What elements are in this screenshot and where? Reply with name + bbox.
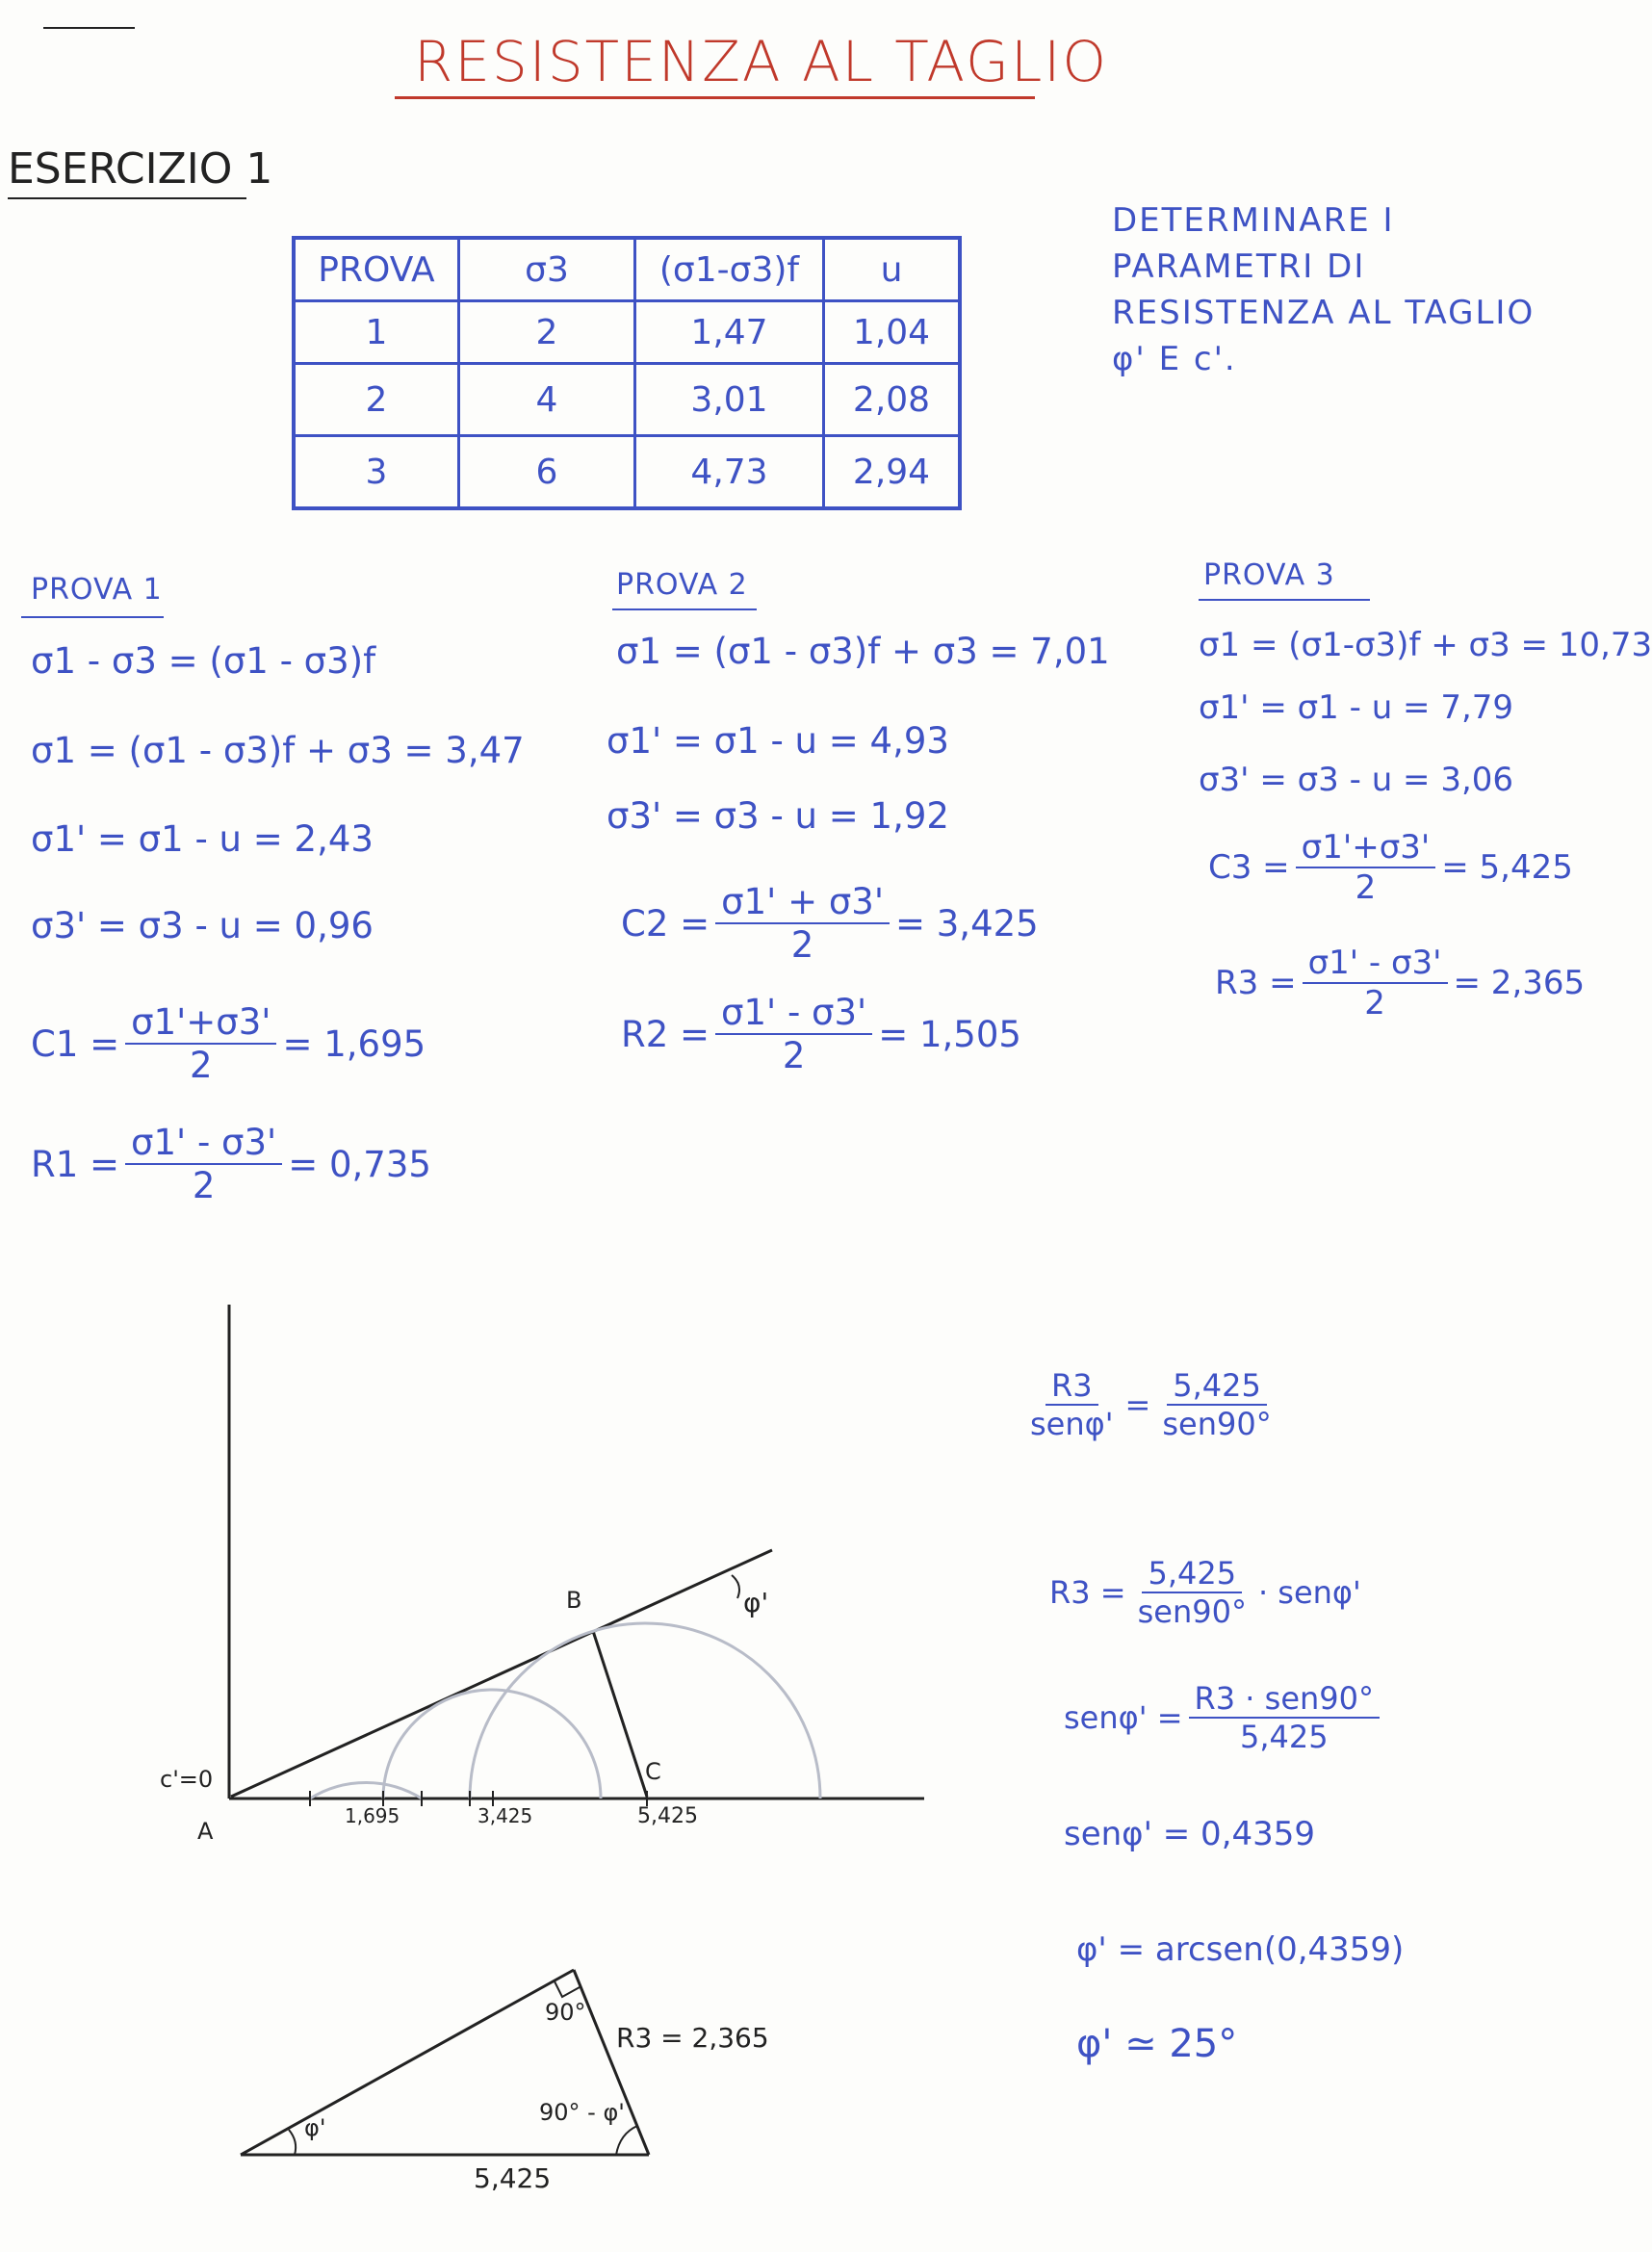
table-cell: 4,73 <box>635 436 824 509</box>
fraction-numerator: R3 · sen90° <box>1189 1680 1380 1719</box>
fraction-numerator: σ1' - σ3' <box>125 1122 282 1165</box>
solution-step-2-tail: · senφ' <box>1257 1574 1361 1611</box>
table-cell: 1,04 <box>824 301 961 364</box>
table-cell: 2,94 <box>824 436 961 509</box>
header-cell: σ3 <box>459 238 635 301</box>
prova2-center-lhs: C2 = <box>621 902 710 945</box>
instruction-line: PARAMETRI DI <box>1112 247 1366 286</box>
point-c-label: C <box>645 1758 661 1785</box>
fraction-denominator: senφ' <box>1030 1406 1114 1442</box>
table-cell: 2 <box>459 301 635 364</box>
fraction-numerator: σ1'+σ3' <box>125 1001 276 1045</box>
fraction-denominator: 2 <box>790 924 814 966</box>
fraction-numerator: 5,425 <box>1167 1367 1267 1406</box>
triangle-side-label: R3 = 2,365 <box>616 2022 769 2054</box>
solution-step-1-left <box>1024 1367 1120 1442</box>
prova1-radius-result: = 0,735 <box>288 1143 431 1185</box>
prova1-line4: σ3' = σ3 - u = 0,96 <box>31 905 374 946</box>
prova3-line3: σ3' = σ3 - u = 3,06 <box>1199 761 1514 799</box>
prova3-center-lhs: C3 = <box>1208 848 1290 887</box>
instruction-line: RESISTENZA AL TAGLIO <box>1112 294 1536 332</box>
tick-label: 3,425 <box>478 1804 533 1827</box>
prova2-line1: σ1 = (σ1 - σ3)f + σ3 = 7,01 <box>616 631 1110 672</box>
prova2-header: PROVA 2 <box>616 568 748 602</box>
prova1-center-lhs: C1 = <box>31 1022 120 1065</box>
table-cell: 6 <box>459 436 635 509</box>
fraction-denominator: 2 <box>190 1045 213 1086</box>
c-zero-label: c'=0 <box>160 1766 214 1793</box>
table-cell: 3 <box>294 436 459 509</box>
fraction-numerator: R3 <box>1045 1367 1098 1406</box>
triangle-base-label: 5,425 <box>474 2162 552 2194</box>
instruction-line: φ' E c'. <box>1112 340 1237 378</box>
phi-arc <box>732 1575 739 1598</box>
prova1-header: PROVA 1 <box>31 573 163 607</box>
fraction-denominator: sen90° <box>1137 1593 1247 1630</box>
fraction-numerator: σ1' - σ3' <box>715 992 872 1035</box>
fraction-denominator: 2 <box>1355 868 1377 907</box>
tick-label: 1,695 <box>345 1804 400 1827</box>
fraction-numerator: σ1' - σ3' <box>1303 944 1448 984</box>
failure-envelope <box>231 1550 772 1797</box>
equals-sign: = <box>1124 1386 1151 1423</box>
solution-step-2-lhs: R3 = <box>1049 1574 1126 1611</box>
table-cell: 2 <box>294 364 459 436</box>
triangle-top-angle: 90° <box>545 1999 586 2026</box>
solution-step-4: senφ' = 0,4359 <box>1064 1815 1316 1853</box>
fraction-numerator: 5,425 <box>1142 1555 1242 1593</box>
table-cell: 3,01 <box>635 364 824 436</box>
prova2-line3: σ3' = σ3 - u = 1,92 <box>607 795 949 837</box>
mohr-circle-2 <box>383 1690 601 1799</box>
fraction-denominator: 2 <box>192 1165 216 1206</box>
solution-step-1 <box>1019 1367 1283 1442</box>
mohr-circle-1 <box>310 1782 422 1799</box>
exercise-heading: ESERCIZIO 1 <box>8 144 273 194</box>
triangle-right-arc <box>616 2126 637 2155</box>
fraction-denominator: 2 <box>782 1035 806 1076</box>
fraction-numerator: σ1'+σ3' <box>1296 828 1436 868</box>
prova3-radius-lhs: R3 = <box>1215 964 1297 1002</box>
phi-label: φ' <box>743 1587 769 1618</box>
solution-step-3-lhs: senφ' = <box>1064 1699 1183 1736</box>
solution-step-6: φ' ≃ 25° <box>1076 2022 1238 2066</box>
prova2-center-result: = 3,425 <box>895 902 1039 945</box>
solution-step-1-right <box>1156 1367 1277 1442</box>
point-b-label: B <box>566 1587 582 1614</box>
solution-step-2 <box>1049 1555 1361 1630</box>
tick-label: 5,425 <box>637 1804 698 1828</box>
triangle-left-angle: φ' <box>304 2114 326 2141</box>
right-angle-mark <box>555 1981 580 1997</box>
fraction-numerator: σ1' + σ3' <box>715 881 890 924</box>
solution-step-3-fraction <box>1189 1680 1380 1755</box>
solution-step-2-fraction <box>1132 1555 1252 1630</box>
prova1-line1: σ1 - σ3 = (σ1 - σ3)f <box>31 640 376 682</box>
prova1-line3: σ1' = σ1 - u = 2,43 <box>31 818 374 860</box>
triangle-hypotenuse <box>241 1970 574 2155</box>
prova3-header: PROVA 3 <box>1203 558 1335 592</box>
fraction-denominator: 2 <box>1364 984 1385 1022</box>
prova2-radius-lhs: R2 = <box>621 1013 710 1055</box>
triangle-left-arc <box>289 2130 296 2155</box>
triangle-right-angle: 90° - φ' <box>539 2099 625 2126</box>
table-cell: 1,47 <box>635 301 824 364</box>
fraction-denominator: 5,425 <box>1239 1719 1329 1755</box>
table-cell: 1 <box>294 301 459 364</box>
point-a-label: A <box>197 1818 214 1845</box>
triangle-side <box>574 1970 649 2155</box>
header-cell: PROVA <box>294 238 459 301</box>
prova2-radius-result: = 1,505 <box>878 1013 1021 1055</box>
prova3-line1: σ1 = (σ1-σ3)f + σ3 = 10,73 <box>1199 626 1652 664</box>
prova3-center-result: = 5,425 <box>1441 848 1573 887</box>
prova3-line2: σ1' = σ1 - u = 7,79 <box>1199 688 1514 727</box>
header-cell: (σ1-σ3)f <box>635 238 824 301</box>
solution-step-3 <box>1064 1680 1385 1755</box>
solution-step-5: φ' = arcsen(0,4359) <box>1076 1930 1405 1969</box>
radius-line <box>593 1631 647 1797</box>
prova1-center-result: = 1,695 <box>282 1022 426 1065</box>
prova1-line2: σ1 = (σ1 - σ3)f + σ3 = 3,47 <box>31 730 525 771</box>
prova2-line2: σ1' = σ1 - u = 4,93 <box>607 720 949 762</box>
fraction-denominator: sen90° <box>1162 1406 1272 1442</box>
instruction-line: DETERMINARE I <box>1112 201 1395 240</box>
page-title: RESISTENZA AL TAGLIO <box>414 29 1109 94</box>
prova3-radius-result: = 2,365 <box>1453 964 1586 1002</box>
table-cell: 4 <box>459 364 635 436</box>
header-cell: u <box>824 238 961 301</box>
table-cell: 2,08 <box>824 364 961 436</box>
prova1-radius-lhs: R1 = <box>31 1143 120 1185</box>
